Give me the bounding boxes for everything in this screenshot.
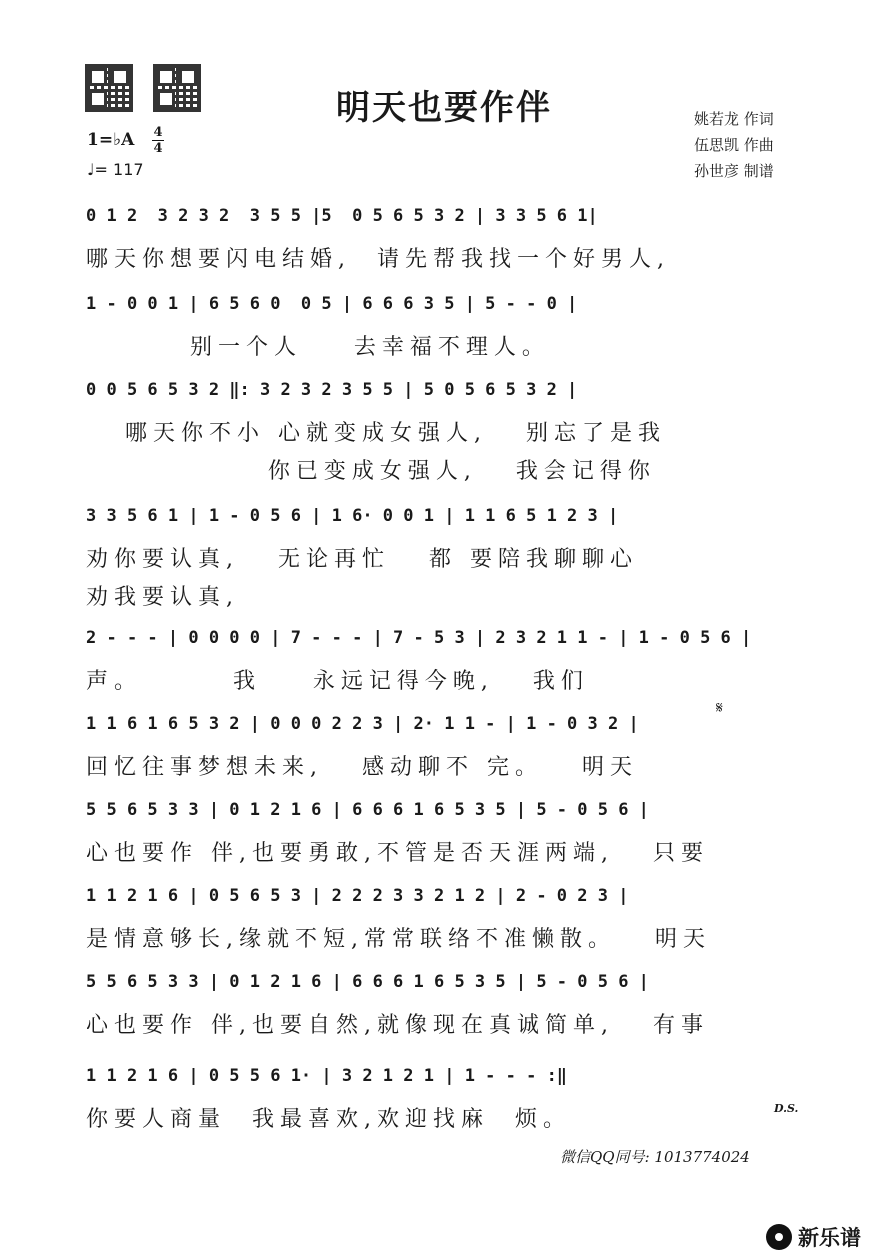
notation-line: 0 1 2 3 2 3 2 3 5 5 |5 0 5 6 5 3 2 | 3 3 5 6 1| [86,206,598,226]
lyric-line: 是情意够长,缘就不短,常常联络不准懒散。 明天 [86,927,711,952]
notation-line: 1 1 2 1 6 | 0 5 5 6 1· | 3 2 1 2 1 | 1 - - - :‖ [86,1066,568,1086]
arranger-credit: 孙世彦 制谱 [694,162,774,180]
dal-segno-mark: D.S. [774,1102,799,1115]
time-signature [152,126,164,155]
notation-line: 1 1 6 1 6 5 3 2 | 0 0 0 2 2 3 | 2· 1 1 - | 1 - 0 3 2 | [86,714,639,734]
lyric-line: 回忆往事梦想未来, 感动聊不 完。 明天 [86,755,638,780]
notation-line: 1 - 0 0 1 | 6 5 6 0 0 5 | 6 6 6 3 5 | 5 - - 0 | [86,294,578,314]
key-signature: 1=♭A [87,130,135,150]
lyricist-credit: 姚若龙 作词 [694,110,774,128]
notation-line: 5 5 6 5 3 3 | 0 1 2 1 6 | 6 6 6 1 6 5 3 5 | 5 - 0 5 6 | [86,972,649,992]
lyric-line: 哪天你不小 心就变成女强人, 别忘了是我 [86,421,666,446]
notation-line: 2 - - - | 0 0 0 0 | 7 - - - | 7 - 5 3 | 2 3 2 1 1 - | 1 - 0 5 6 | [86,628,752,648]
record-disc-icon [766,1224,792,1250]
song-title: 明天也要作伴 [336,88,552,128]
contact-info: 微信QQ同号: 1013774024 [560,1148,750,1166]
segno-sign: 𝄋 [716,698,723,717]
notation-line: 0 0 5 6 5 3 2 ‖: 3 2 3 2 3 5 5 | 5 0 5 6 5 3 2 | [86,380,578,400]
lyric-line: 劝你要认真, 无论再忙 都 要陪我聊聊心 [86,547,638,572]
time-denominator: 4 [153,141,163,156]
notation-line: 5 5 6 5 3 3 | 0 1 2 1 6 | 6 6 6 1 6 5 3 5 | 5 - 0 5 6 | [86,800,649,820]
brand-logo [766,1222,861,1252]
composer-credit: 伍思凯 作曲 [694,136,774,154]
lyric-line: 你已变成女强人, 我会记得你 [86,459,656,484]
tempo-marking: ♩= 117 [87,160,144,179]
lyric-line: 声。 我 永远记得今晚, 我们 [86,669,589,694]
lyric-line: 你要人商量 我最喜欢,欢迎找麻 烦。 [86,1107,571,1132]
notation-line: 3 3 5 6 1 | 1 - 0 5 6 | 1 6· 0 0 1 | 1 1 6 5 1 2 3 | [86,506,619,526]
time-numerator: 4 [153,125,163,140]
lyric-line: 劝我要认真, [86,585,239,610]
lyric-line: 别一个人 去幸福不理人。 [86,335,550,360]
lyric-line: 哪天你想要闪电结婚, 请先帮我找一个好男人, [86,247,670,272]
lyric-line: 心也要作 伴,也要自然,就像现在真诚简单, 有事 [86,1013,709,1038]
brand-name: 新乐谱 [798,1226,861,1250]
lyric-line: 心也要作 伴,也要勇敢,不管是否天涯两端, 只要 [86,841,709,866]
notation-line: 1 1 2 1 6 | 0 5 6 5 3 | 2 2 2 3 3 2 1 2 | 2 - 0 2 3 | [86,886,629,906]
